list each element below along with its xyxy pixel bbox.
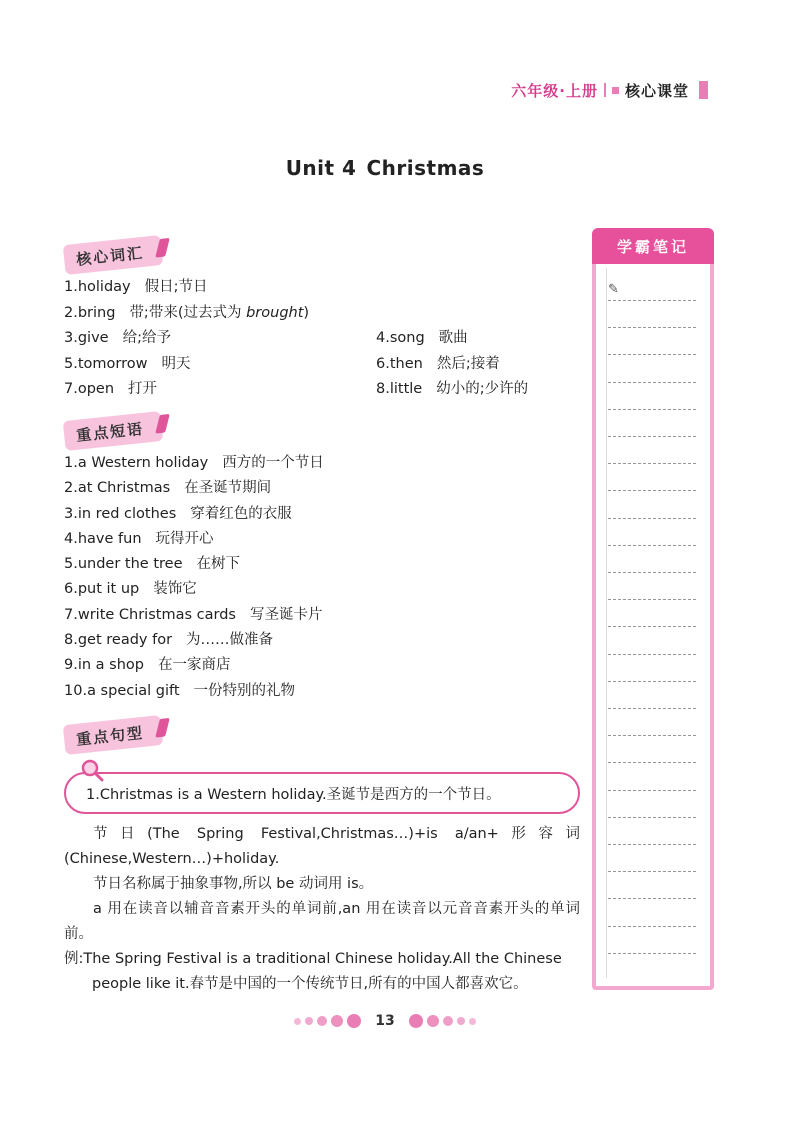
dot-icon [409, 1014, 423, 1028]
page-title [0, 156, 770, 180]
item-number: 8. [376, 381, 390, 397]
list-item [64, 503, 564, 528]
note-line [608, 681, 696, 682]
phrase-en: at Christmas [77, 480, 171, 497]
notes-title: 学霸笔记 [592, 228, 714, 264]
phrase-zh: 装饰它 [153, 581, 197, 598]
phrase-en: in red clothes [77, 505, 177, 522]
phrase-zh: 为……做准备 [186, 632, 274, 649]
magnifier-icon [80, 758, 104, 782]
dot-icon [317, 1016, 327, 1026]
item-number: 3. [64, 505, 78, 522]
note-line [608, 626, 696, 627]
note-line [608, 436, 696, 437]
note-line [608, 735, 696, 736]
note-line [608, 654, 696, 655]
note-line [608, 926, 696, 927]
item-number: 8. [64, 632, 78, 649]
key-sentence: 1.Christmas is a Western holiday.圣诞节是西方的一个节日。 [86, 786, 501, 803]
item-number: 5. [64, 556, 78, 573]
vocab-word: little [389, 381, 423, 397]
note-line [608, 327, 696, 328]
note-line [608, 409, 696, 410]
list-item [64, 578, 564, 603]
page-header [511, 78, 708, 102]
tag-corner-icon [155, 414, 170, 434]
item-number: 6. [376, 355, 390, 372]
page-number: 13 [375, 1013, 395, 1029]
vocab-word: tomorrow [77, 355, 148, 372]
item-number: 4. [376, 330, 390, 346]
phrase-zh: 写圣诞卡片 [249, 606, 323, 623]
dot-icon [427, 1015, 439, 1027]
note-line [608, 599, 696, 600]
dot-icon [347, 1014, 361, 1028]
section-tag-label: 核心词汇 [75, 243, 145, 269]
phrase-en: in a shop [77, 657, 144, 674]
list-item [64, 629, 564, 654]
vocab-meaning: 带;带来(过去式为 [129, 304, 242, 321]
dot-icon [331, 1015, 343, 1027]
note-line [608, 953, 696, 954]
vocab-meaning-end: ) [303, 304, 310, 321]
item-number: 10. [64, 682, 88, 699]
vocab-word: then [389, 355, 423, 372]
phrase-zh: 一份特别的礼物 [193, 682, 296, 699]
section-tag-vocab [63, 235, 164, 275]
header-bar-icon [699, 81, 708, 99]
section-tag-label: 重点短语 [75, 419, 145, 445]
vocab-word: open [77, 381, 115, 397]
dot-icon [457, 1017, 465, 1025]
notes-panel [592, 228, 714, 990]
dot-icon [294, 1018, 301, 1025]
explanation-formula: 节日(The Spring Festival,Christmas…)+is a/an+形容词(Chinese,Western…)+holiday. [64, 826, 580, 867]
note-line [608, 790, 696, 791]
note-line [608, 762, 696, 763]
header-separator [604, 83, 606, 97]
list-item [64, 353, 564, 379]
list-item [64, 327, 564, 353]
phrase-en: get ready for [77, 632, 173, 649]
phrase-en: a special gift [87, 682, 180, 699]
section-tag-label: 重点句型 [75, 723, 145, 749]
note-line [608, 300, 696, 301]
vocab-meaning: 然后;接着 [436, 355, 500, 372]
list-item [64, 680, 564, 705]
vocab-meaning: 明天 [161, 355, 191, 372]
vocab-meaning: 幼小的;少许的 [436, 381, 529, 397]
item-number: 6. [64, 581, 78, 598]
dot-icon [469, 1018, 476, 1025]
phrase-zh: 西方的一个节日 [222, 455, 324, 471]
vocab-meaning: 打开 [128, 381, 158, 397]
vocab-word: song [389, 330, 425, 346]
course-label: 核心课堂 [624, 81, 689, 100]
dot-icon [443, 1016, 453, 1026]
phrase-zh: 穿着红色的衣服 [190, 505, 292, 522]
item-number: 7. [64, 606, 78, 623]
tag-corner-icon [155, 238, 170, 258]
phrase-en: under the tree [77, 556, 183, 573]
list-item [64, 302, 564, 328]
key-sentence-box [64, 772, 580, 814]
item-number: 9. [64, 657, 78, 674]
explanation-article-rule: a 用在读音以辅音音素开头的单词前,an 用在读音以元音音素开头的单词前。 [64, 901, 580, 942]
header-square-icon [612, 87, 619, 94]
list-item [64, 378, 564, 404]
phrase-list [64, 452, 564, 705]
item-number: 1. [64, 279, 78, 295]
phrase-en: put it up [77, 581, 140, 598]
vocab-word: bring [77, 304, 116, 321]
phrase-zh: 玩得开心 [155, 530, 214, 547]
explanation [64, 822, 580, 997]
item-number: 3. [64, 330, 78, 346]
note-line [608, 463, 696, 464]
vocab-word: holiday [77, 279, 131, 295]
explanation-note: 节日名称属于抽象事物,所以 be 动词用 is。 [93, 876, 374, 892]
list-item [64, 452, 564, 477]
grade-label: 六年级·上册 [511, 81, 598, 100]
vocab-list [64, 276, 564, 404]
vocab-past-tense: brought [246, 304, 304, 321]
phrase-zh: 在树下 [196, 556, 240, 573]
item-number: 2. [64, 480, 78, 497]
vocab-word: give [77, 330, 109, 346]
note-line [608, 898, 696, 899]
list-item [64, 276, 564, 302]
item-number: 4. [64, 530, 78, 547]
dot-icon [305, 1017, 313, 1025]
note-line [608, 382, 696, 383]
tag-corner-icon [155, 718, 170, 738]
list-item [64, 654, 564, 679]
phrase-en: have fun [77, 530, 142, 547]
item-number: 1. [64, 455, 78, 471]
section-tag-phrases [63, 411, 164, 451]
phrase-en: a Western holiday [77, 455, 209, 471]
note-line [608, 871, 696, 872]
pencil-icon: ✎ [608, 282, 619, 297]
phrase-zh: 在一家商店 [158, 657, 231, 674]
note-line [608, 844, 696, 845]
example-line: 例:The Spring Festival is a traditional Chinese holiday.All the Chinese [64, 951, 562, 967]
list-item [64, 553, 564, 578]
note-line [608, 708, 696, 709]
page-footer [0, 1013, 770, 1029]
unit-name: Christmas [366, 156, 485, 180]
item-number: 7. [64, 381, 78, 397]
unit-number: Unit 4 [285, 156, 357, 180]
section-tag-patterns [63, 715, 164, 755]
list-item [64, 604, 564, 629]
phrase-zh: 在圣诞节期间 [184, 480, 272, 497]
list-item [64, 528, 564, 553]
phrase-en: write Christmas cards [77, 606, 236, 623]
note-line [608, 572, 696, 573]
item-number: 2. [64, 304, 78, 321]
note-line [608, 354, 696, 355]
item-number: 5. [64, 355, 78, 372]
vocab-meaning: 给;给予 [122, 330, 171, 346]
note-line [608, 545, 696, 546]
example-line-continued: people like it.春节是中国的一个传统节日,所有的中国人都喜欢它。 [92, 976, 528, 992]
note-line [608, 817, 696, 818]
vocab-meaning: 歌曲 [438, 330, 468, 346]
list-item [64, 477, 564, 502]
vocab-meaning: 假日;节日 [144, 279, 208, 295]
note-line [608, 490, 696, 491]
note-line [608, 518, 696, 519]
